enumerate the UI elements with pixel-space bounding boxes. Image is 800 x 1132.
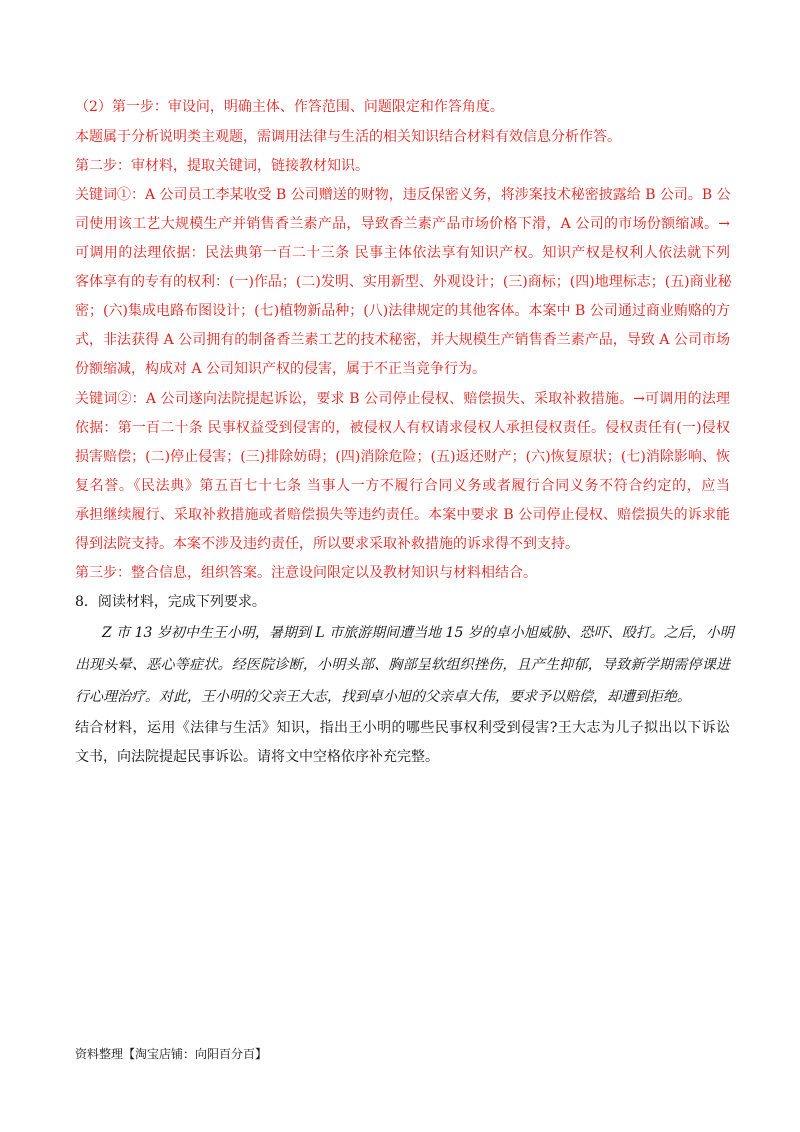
step3-heading: 第三步：整合信息，组织答案。注意设问限定以及教材知识与材料相结合。 (75, 565, 537, 581)
step1-heading: （2）第一步：审设问，明确主体、作答范围、问题限定和作答角度。 (75, 99, 504, 115)
keyword1-line: 客体享有的专有的权利：(一)作品；(二)发明、实用新型、外观设计；(三)商标；(四)地理标志；(五)商业秘 (75, 274, 732, 290)
step1-body: 本题属于分析说明类主观题，需调用法律与生活的相关知识结合材料有效信息分析作答。 (75, 129, 621, 145)
question-heading: 8．阅读材料，完成下列要求。 (75, 594, 266, 610)
material-line: Z 市 13 岁初中生王小明，暑期到 L 市旅游期间遭当地 15 岁的卓小旭威胁、恐吓、殴打。之后，小明 (102, 625, 734, 641)
keyword2-line: 依据：第一百二十条 民事权益受到侵害的，被侵权人有权请求侵权人承担侵权责任。侵权责任有(一)侵权 (75, 420, 730, 436)
keyword1-line: 关键词①：A 公司员工李某收受 B 公司赠送的财物，违反保密义务，将涉案技术秘密披露给 B 公司。B 公 (75, 187, 731, 203)
keyword1-line: 式，非法获得 A 公司拥有的制备香兰素工艺的技术秘密，并大规模生产销售香兰素产品，导致 A 公司市场 (75, 332, 730, 348)
keyword1-line: 可调用的法理依据：民法典第一百二十三条 民事主体依法享有知识产权。知识产权是权利人依法就下列 (75, 245, 730, 261)
page-footer: 资料整理【淘宝店铺：向阳百分百】 (75, 1047, 268, 1061)
keyword2-line: 得到法院支持。本案不涉及违约责任，所以要求采取补救措施的诉求得不到支持。 (75, 536, 579, 552)
keyword2-line: 复名誉。《民法典》第五百七十七条 当事人一方不履行合同义务或者履行合同义务不符合约定的，应当 (75, 478, 730, 494)
keyword1-line: 密；(六)集成电路布图设计；(七)植物新品种；(八)法律规定的其他客体。本案中 B 公司通过商业贿赂的方 (75, 303, 730, 319)
keyword2-line: 关键词②：A 公司遂向法院提起诉讼，要求 B 公司停止侵权、赔偿损失、采取补救措施。→可调用的法理 (75, 391, 730, 407)
keyword1-line: 司使用该工艺大规模生产并销售香兰素产品，导致香兰素产品市场价格下滑，A 公司的市场份额缩减。→ (75, 216, 730, 232)
material-line: 行心理治疗。对此，王小明的父亲王大志，找到卓小旭的父亲卓大伟，要求予以赔偿，却遭到拒绝。 (75, 689, 691, 705)
keyword2-line: 承担继续履行、采取补救措施或者赔偿损失等违约责任。本案中要求 B 公司停止侵权、赔偿损失的诉求能 (75, 507, 730, 523)
step2-heading: 第二步：审材料，提取关键词，链接教材知识。 (75, 158, 369, 174)
material-line: 出现头晕、恶心等症状。经医院诊断，小明头部、胸部呈软组织挫伤，且产生抑郁，导致新学期需停课进 (75, 657, 730, 673)
prompt-line: 结合材料，运用《法律与生活》知识，指出王小明的哪些民事权利受到侵害?王大志为儿子拟出以下诉讼 (75, 720, 730, 736)
keyword1-line: 份额缩减，构成对 A 公司知识产权的侵害，属于不正当竞争行为。 (75, 361, 487, 377)
prompt-line: 文书，向法院提起民事诉讼。请将文中空格依序补充完整。 (75, 749, 439, 765)
keyword2-line: 损害赔偿；(二)停止侵害；(三)排除妨碍；(四)消除危险；(五)返还财产；(六)恢复原状；(七)消除影响、恢 (75, 449, 730, 465)
